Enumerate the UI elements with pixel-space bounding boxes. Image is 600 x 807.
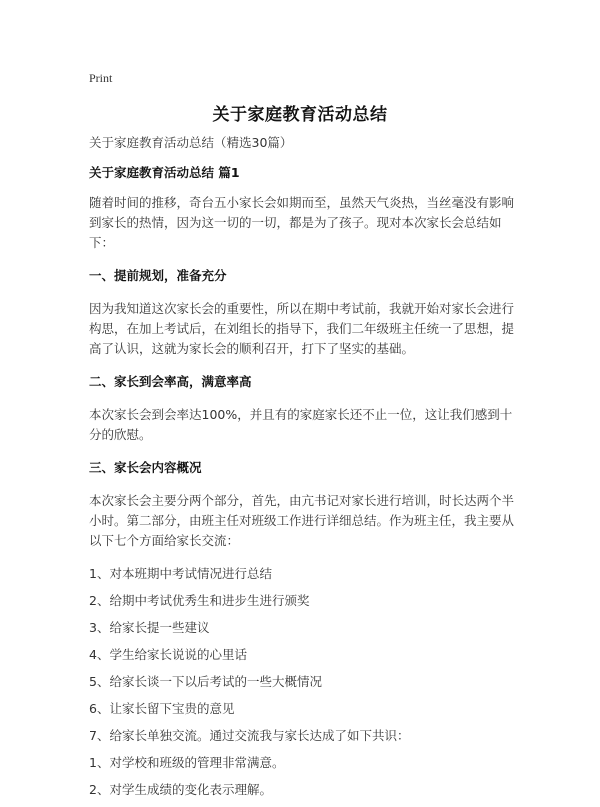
list-item: 7、给家长单独交流。通过交流我与家长达成了如下共识： (89, 728, 410, 743)
subtitle: 关于家庭教育活动总结（精选30篇） (89, 135, 293, 150)
list-item: 1、对学校和班级的管理非常满意。 (89, 755, 285, 770)
list-item: 5、给家长谈一下以后考试的一些大概情况 (89, 674, 322, 689)
heading-1: 一、提前规划，准备充分 (89, 268, 227, 283)
article-body (89, 133, 519, 807)
list-item: 6、让家长留下宝贵的意见 (89, 701, 235, 716)
list-item: 2、给期中考试优秀生和进步生进行颁奖 (89, 593, 310, 608)
paragraph-3: 本次家长会主要分两个部分，首先，由亢书记对家长进行培训，时长达两个半小时。第二部分，由班主任对班级工作进行详细总结。作为班主任，我主要从以下七个方面给家长交流： (89, 493, 515, 548)
heading-3: 三、家长会内容概况 (89, 460, 202, 475)
list-item: 2、对学生成绩的变化表示理解。 (89, 782, 272, 797)
print-link[interactable]: Print (89, 71, 113, 85)
list-item: 4、学生给家长说说的心里话 (89, 647, 247, 662)
paragraph-1: 因为我知道这次家长会的重要性，所以在期中考试前，我就开始对家长会进行构思，在加上考试后，在刘组长的指导下，我们二年级班主任统一了思想，提高了认识，这就为家长会的顺利召开，打下了坚实的基础。 (89, 301, 515, 356)
list-item: 3、给家长提一些建议 (89, 620, 210, 635)
list-item: 1、对本班期中考试情况进行总结 (89, 566, 272, 581)
section-title: 关于家庭教育活动总结 篇1 (89, 165, 240, 180)
intro-paragraph: 随着时间的推移，奇台五小家长会如期而至，虽然天气炎热，当丝毫没有影响到家长的热情，因为这一切的一切，都是为了孩子。现对本次家长会总结如下： (89, 195, 515, 250)
paragraph-2: 本次家长会到会率达100%，并且有的家庭家长还不止一位，这让我们感到十分的欣慰。 (89, 407, 513, 442)
page-title: 关于家庭教育活动总结 (212, 105, 388, 125)
heading-2: 二、家长到会率高，满意率高 (89, 374, 252, 389)
